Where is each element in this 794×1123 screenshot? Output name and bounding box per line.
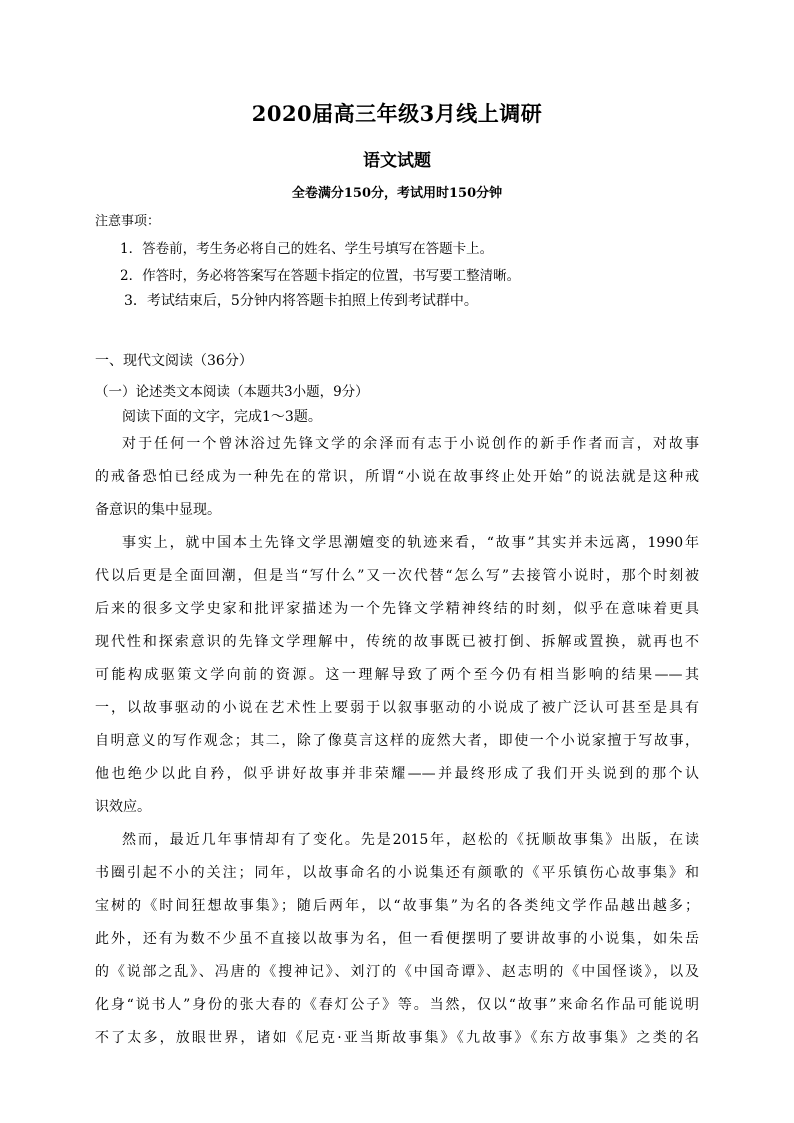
passage-line: 对于任何一个曾沐浴过先锋文学的余泽而有志于小说创作的新手作者而言，对故事 xyxy=(122,436,699,452)
passage-line: 一，以故事驱动的小说在艺术性上要弱于以叙事驱动的小说成了被广泛认可甚至是具有 xyxy=(95,700,699,716)
passage-line: 宝树的《时间狂想故事集》；随后两年，以“故事集”为名的各类纯文学作品越出越多； xyxy=(95,898,699,914)
passage-line: 此外，还有为数不少虽不直接以故事为名，但一看便摆明了要讲故事的小说集，如朱岳 xyxy=(95,931,699,947)
passage-line: 然而，最近几年事情却有了变化。先是2015年，赵松的《抚顺故事集》出版，在读 xyxy=(122,832,699,848)
passage-line: 他也绝少以此自矜，似乎讲好故事并非荣耀——并最终形成了我们开头说到的那个认 xyxy=(95,766,699,782)
passage-line: 化身“说书人”身份的张大春的《春灯公子》等。当然，仅以“故事”来命名作品可能说明 xyxy=(95,997,699,1013)
notice-item: 2．作答时，务必将答案写在答题卡指定的位置，书写要工整清晰。 xyxy=(120,268,521,284)
passage-line: 事实上，就中国本土先锋文学思潮嬗变的轨迹来看，“故事”其实并未远离，1990年 xyxy=(122,535,699,551)
reading-instruction: 阅读下面的文字，完成1～3题。 xyxy=(122,409,322,425)
exam-title: 2020届高三年级3月线上调研 xyxy=(251,101,543,126)
passage-line: 可能构成驱策文学向前的资源。这一理解导致了两个至今仍有相当影响的结果——其 xyxy=(95,667,699,683)
passage-line: 备意识的集中显现。 xyxy=(95,502,221,518)
passage-line: 自明意义的写作观念；其二，除了像莫言这样的庞然大者，即使一个小说家擅于写故事， xyxy=(95,733,699,749)
passage-line: 识效应。 xyxy=(95,799,151,815)
score-info: 全卷满分150分，考试用时150分钟 xyxy=(291,186,503,201)
notice-item: 1．答卷前，考生务必将自己的姓名、学生号填写在答题卡上。 xyxy=(120,241,494,257)
passage-line: 后来的很多文学史家和批评家描述为一个先锋文学精神终结的时刻，似乎在意味着更具 xyxy=(95,601,699,617)
passage-line: 不了太多，放眼世界，诸如《尼克·亚当斯故事集》《九故事》《东方故事集》之类的名 xyxy=(95,1030,699,1046)
passage-line: 的戒备恐怕已经成为一种先在的常识，所谓“小说在故事终止处开始”的说法就是这种戒 xyxy=(95,469,699,485)
subsection-heading: （一）论述类文本阅读（本题共3小题，9分） xyxy=(95,384,369,400)
notice-item: 3．考试结束后，5分钟内将答题卡拍照上传到考试群中。 xyxy=(124,293,478,309)
passage-line: 现代性和探索意识的先锋文学理解中，传统的故事既已被打倒、拆解或置换，就再也不 xyxy=(95,634,699,650)
subject-title: 语文试题 xyxy=(363,151,431,171)
notice-heading: 注意事项： xyxy=(95,214,161,229)
section-heading: 一、现代文阅读（36分） xyxy=(95,353,253,369)
passage-line: 代以后更是全面回潮，但是当“写什么”又一次代替“怎么写”去接管小说时，那个时刻被 xyxy=(95,568,699,584)
passage-line: 的《说部之乱》、冯唐的《搜神记》、刘汀的《中国奇谭》、赵志明的《中国怪谈》，以及 xyxy=(95,964,699,980)
passage-line: 书圈引起不小的关注；同年，以故事命名的小说集还有颜歌的《平乐镇伤心故事集》和 xyxy=(95,865,699,881)
